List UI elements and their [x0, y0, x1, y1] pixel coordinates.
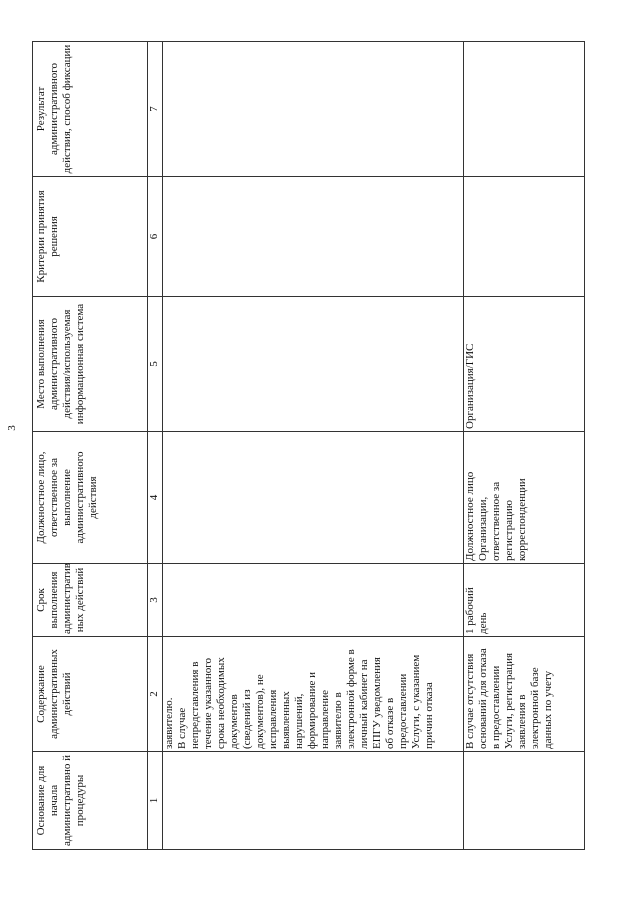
header-place: Место выполнения административного действия/используемая информационная система	[33, 297, 148, 432]
table-cell: Должностное лицо Организации, ответственное за регистрацию корреспонденции	[464, 432, 585, 564]
table-cell	[163, 752, 464, 850]
table-cell	[163, 297, 464, 432]
table-row	[464, 42, 585, 850]
column-number: 2	[148, 637, 163, 752]
table-cell	[464, 752, 585, 850]
header-basis: Основание для начала административно й процедуры	[33, 752, 148, 850]
column-number: 4	[148, 432, 163, 564]
table-cell	[163, 564, 464, 637]
header-result: Результат административного действия, способ фиксации	[33, 42, 148, 177]
table-cell: 1 рабочий день	[464, 564, 585, 637]
table-cell: заявителю. В случае непредставления в течение указанного срока необходимых документов (сведений из документов), не исправления выявленных нарушений, формирование и направление заявителю в электронной форме в личный кабинет на ЕПГУ уведомления об отказе в предоставлении Услуги, с указанием причин отказа	[163, 637, 464, 752]
header-content: Содержание административных действий	[33, 637, 148, 752]
table-cell	[163, 42, 464, 177]
table-header-row	[33, 42, 148, 850]
page-number: 3	[6, 425, 18, 431]
table-cell	[163, 177, 464, 297]
column-number-row	[148, 42, 163, 850]
column-number: 1	[148, 752, 163, 850]
column-number: 7	[148, 42, 163, 177]
table-cell	[163, 432, 464, 564]
column-number: 5	[148, 297, 163, 432]
header-responsible: Должностное лицо, ответственное за выполнение административного действия	[33, 432, 148, 564]
table-cell	[464, 42, 585, 177]
header-deadline: Срок выполнения административ ных действий	[33, 564, 148, 637]
procedure-table	[32, 41, 585, 850]
table-row	[163, 42, 464, 850]
column-number: 6	[148, 177, 163, 297]
table-cell: В случае отсутствия оснований для отказа в предоставлении Услуги, регистрация заявления в электронной базе данных по учету	[464, 637, 585, 752]
column-number: 3	[148, 564, 163, 637]
table-cell: Организация/ГИС	[464, 297, 585, 432]
table-cell	[464, 177, 585, 297]
header-criteria: Критерии принятия решения	[33, 177, 148, 297]
